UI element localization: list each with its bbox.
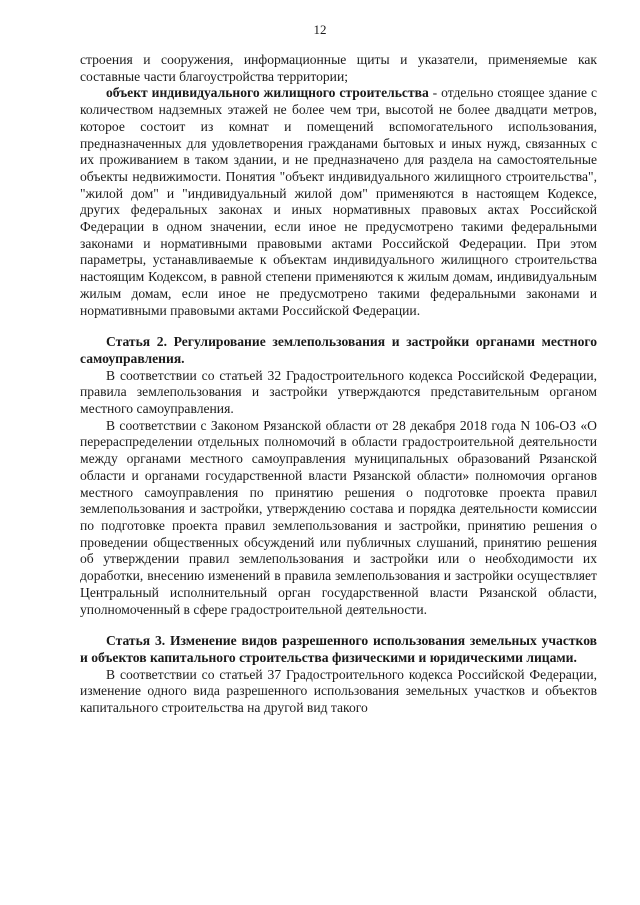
section-gap: [80, 618, 597, 633]
paragraph-article-3-first: В соответствии со статьей 37 Градостроительного кодекса Российской Федерации, изменение одного вида разрешенного использования земельных участков и объектов капитального строительства на другой вид такого: [80, 666, 597, 716]
defined-term: объект индивидуального жилищного строительства: [106, 85, 429, 101]
page-number: 12: [313, 22, 327, 37]
paragraph-article-2-second: В соответствии с Законом Рязанской области от 28 декабря 2018 года N 106-ОЗ «О перераспределении отдельных полномочий в области градостроительной деятельности между органами местного самоуправления муниципальных образований Рязанской области и органами государственной власти Рязанской области» полномочия органов местного самоуправления по принятию решения о подготовке проекта правил землепользования и застройки, утверждению состава и порядка деятельности комиссии по подготовке проекта правил землепользования и застройки, принятию решения о проведении общественных обсуждений или публичных слушаний, принятию решения об утверждении правил землепользования и застройки или о необходимости их доработки, внесению изменений в правила землепользования и застройки осуществляет Центральный исполнительный орган государственной власти Рязанской области, уполномоченный в сфере градостроительной деятельности.: [80, 417, 597, 617]
document-body: [80, 52, 597, 717]
paragraph-article-2-first: В соответствии со статьей 32 Градостроительного кодекса Российской Федерации, правила землепользования и застройки утверждаются представительным органом местного самоуправления.: [80, 367, 597, 417]
definition-text: - отдельно стоящее здание с количеством надземных этажей не более чем три, высотой не более двадцати метров, которое состоит из комнат и помещений вспомогательного использования, предназначенных для удовлетворения гражданами бытовых и иных нужд, связанных с их проживанием в таком здании, и не предназначено для раздела на самостоятельные объекты недвижимости. Понятия "объект индивидуального жилищного строительства", "жилой дом" и "индивидуальный жилой дом" применяются в настоящем Кодексе, других федеральных законах и иных нормативных правовых актах Российской Федерации в одном значении, если иное не предусмотрено такими федеральными законами и нормативными правовыми актами Российской Федерации. При этом параметры, устанавливаемые к объектам индивидуального жилищного строительства настоящим Кодексом, в равной степени применяются к жилым домам, индивидуальным жилым домам, если иное не предусмотрено такими федеральными законами и нормативными правовыми актами Российской Федерации.: [80, 85, 597, 318]
article-3-heading: Статья 3. Изменение видов разрешенного использования земельных участков и объектов капитального строительства физическими и юридическими лицами.: [80, 633, 597, 665]
paragraph-continuation: строения и сооружения, информационные щиты и указатели, применяемые как составные части благоустройства территории;: [80, 52, 597, 84]
article-2-heading: Статья 2. Регулирование землепользования и застройки органами местного самоуправления.: [80, 334, 597, 366]
section-gap: [80, 319, 597, 334]
paragraph-ijs-definition: [80, 85, 597, 319]
